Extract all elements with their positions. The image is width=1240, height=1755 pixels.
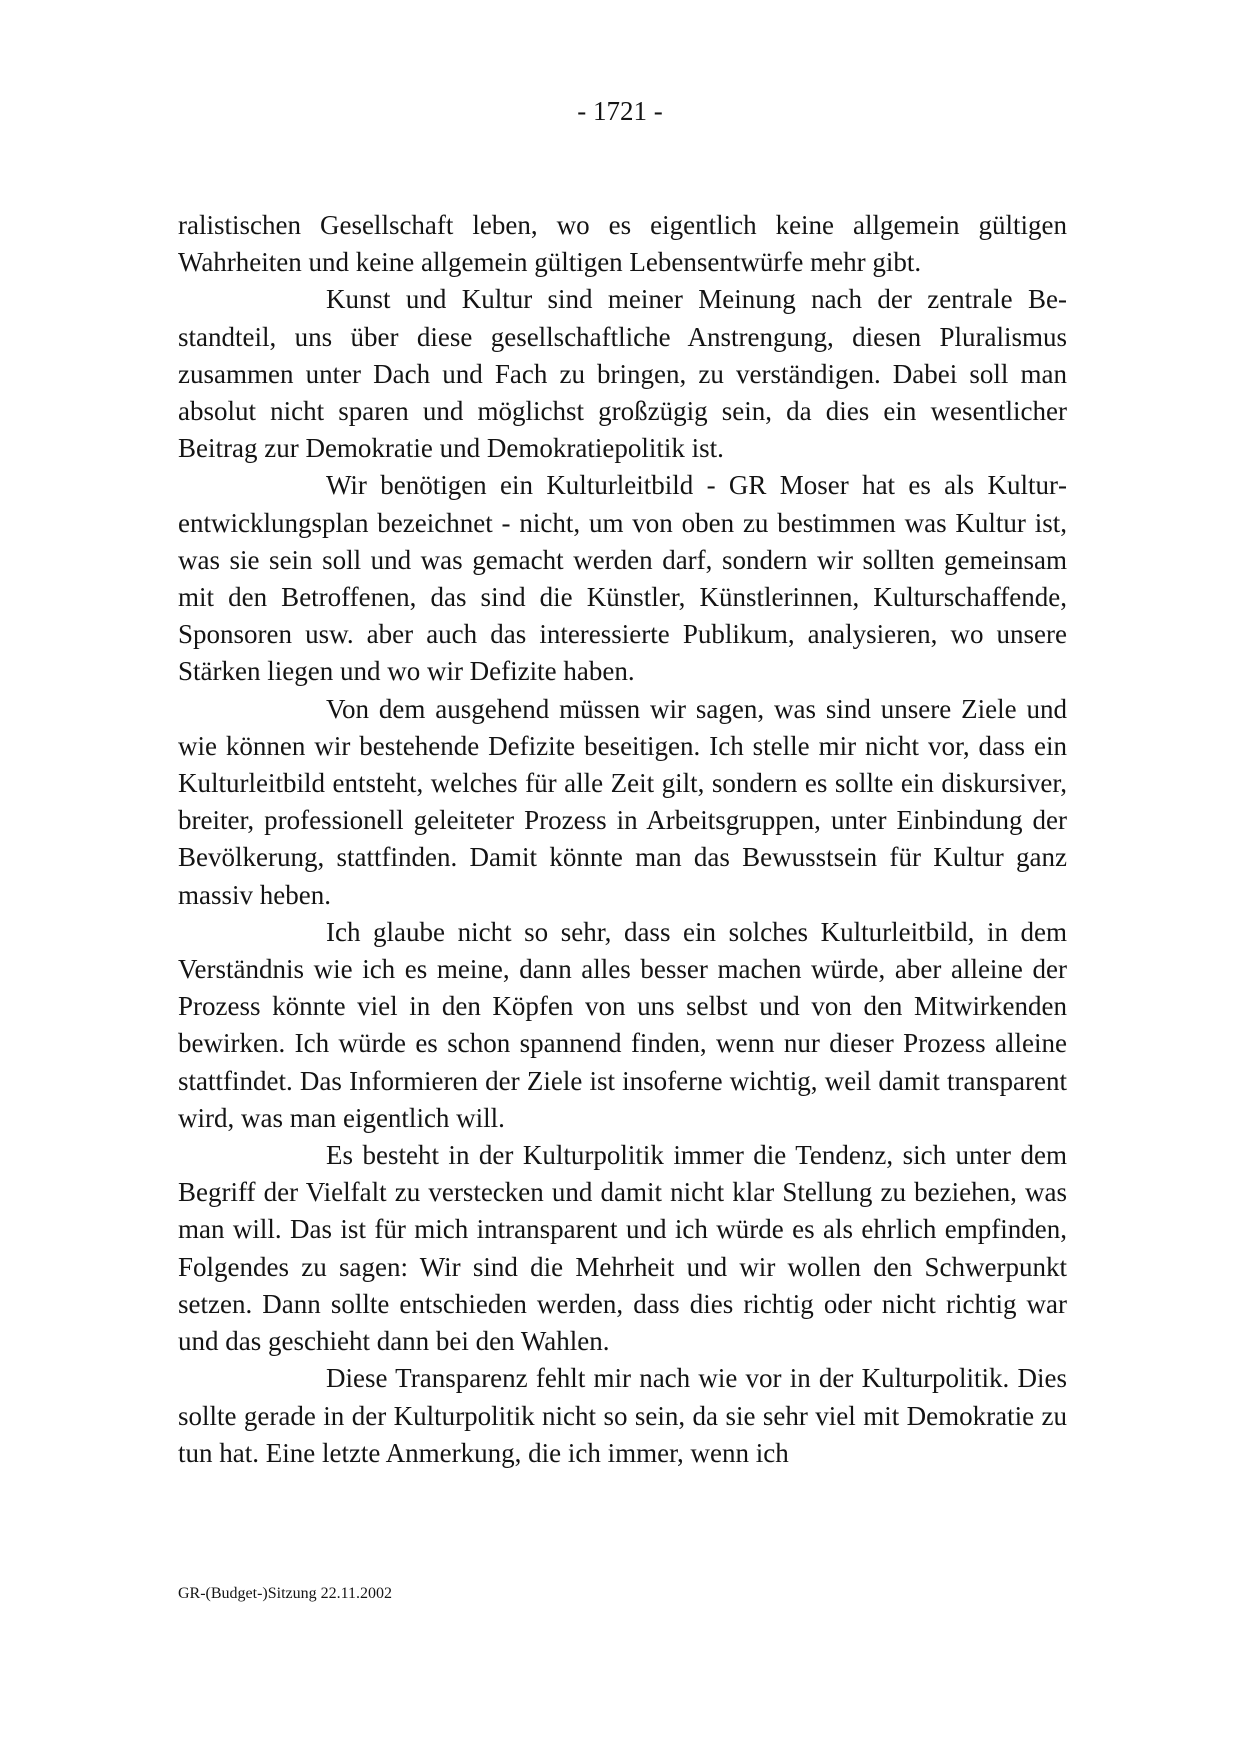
paragraph: Ich glaube nicht so sehr, dass ein solches Kulturleitbild, in dem Verständnis wie ich es meine, dann alles besser machen würde, aber alleine der Prozess könnte viel in den Köpfen von uns selbst und von den Mitwirkenden bewirken. Ich würde es schon spannend finden, wenn nur dieser Prozess alleine stattfindet. Das Informieren der Ziele ist insoferne wichtig, weil damit transparent wird, was man eigentlich will. <box>178 916 1067 1133</box>
body-text <box>178 207 1067 1472</box>
page-number: - 1721 - <box>577 96 663 126</box>
footer-session-label: GR-(Budget-)Sitzung 22.11.2002 <box>178 1585 393 1602</box>
paragraph: Wir benötigen ein Kulturleitbild - GR Moser hat es als Kulturentwicklungsplan bezeichnet - nicht, um von oben zu bestimmen was Kultur ist, was sie sein soll und was gemacht werden darf, sondern wir sollten gemeinsam mit den Betroffenen, das sind die Künstler, Künstlerinnen, Kulturschaffende, Sponsoren usw. aber auch das interessierte Publikum, analysieren, wo unsere Stärken liegen und wo wir Defizite haben. <box>178 470 1067 687</box>
paragraph: Kunst und Kultur sind meiner Meinung nach der zentrale Bestandteil, uns über diese gesellschaftliche Anstrengung, diesen Pluralismus zusammen unter Dach und Fach zu bringen, zu verständigen. Dabei soll man absolut nicht sparen und möglichst großzügig sein, da dies ein wesentlicher Beitrag zur Demokratie und Demokratiepolitik ist. <box>178 284 1067 464</box>
paragraph: ralistischen Gesellschaft leben, wo es eigentlich keine allgemein gültigen Wahrheiten und keine allgemein gültigen Lebensentwürfe mehr gibt. <box>178 210 1067 278</box>
paragraph: Es besteht in der Kulturpolitik immer die Tendenz, sich unter dem Begriff der Vielfalt zu verstecken und damit nicht klar Stellung zu beziehen, was man will. Das ist für mich intransparent und ich würde es als ehrlich empfinden, Folgendes zu sagen: Wir sind die Mehrheit und wir wollen den Schwerpunkt setzen. Dann sollte entschieden werden, dass dies richtig oder nicht richtig war und das geschieht dann bei den Wahlen. <box>178 1140 1067 1357</box>
paragraph: Diese Transparenz fehlt mir nach wie vor in der Kulturpolitik. Dies sollte gerade in der Kulturpolitik nicht so sein, da sie sehr viel mit Demokratie zu tun hat. Eine letzte Anmerkung, die ich immer, wenn ich <box>178 1363 1067 1468</box>
paragraph: Von dem ausgehend müssen wir sagen, was sind unsere Ziele und wie können wir bestehende Defizite beseitigen. Ich stelle mir nicht vor, dass ein Kulturleitbild entsteht, welches für alle Zeit gilt, sondern es sollte ein diskursiver, breiter, professionell geleiteter Prozess in Arbeitsgruppen, unter Einbindung der Bevölkerung, stattfinden. Damit könnte man das Bewusstsein für Kultur ganz massiv heben. <box>178 693 1067 910</box>
